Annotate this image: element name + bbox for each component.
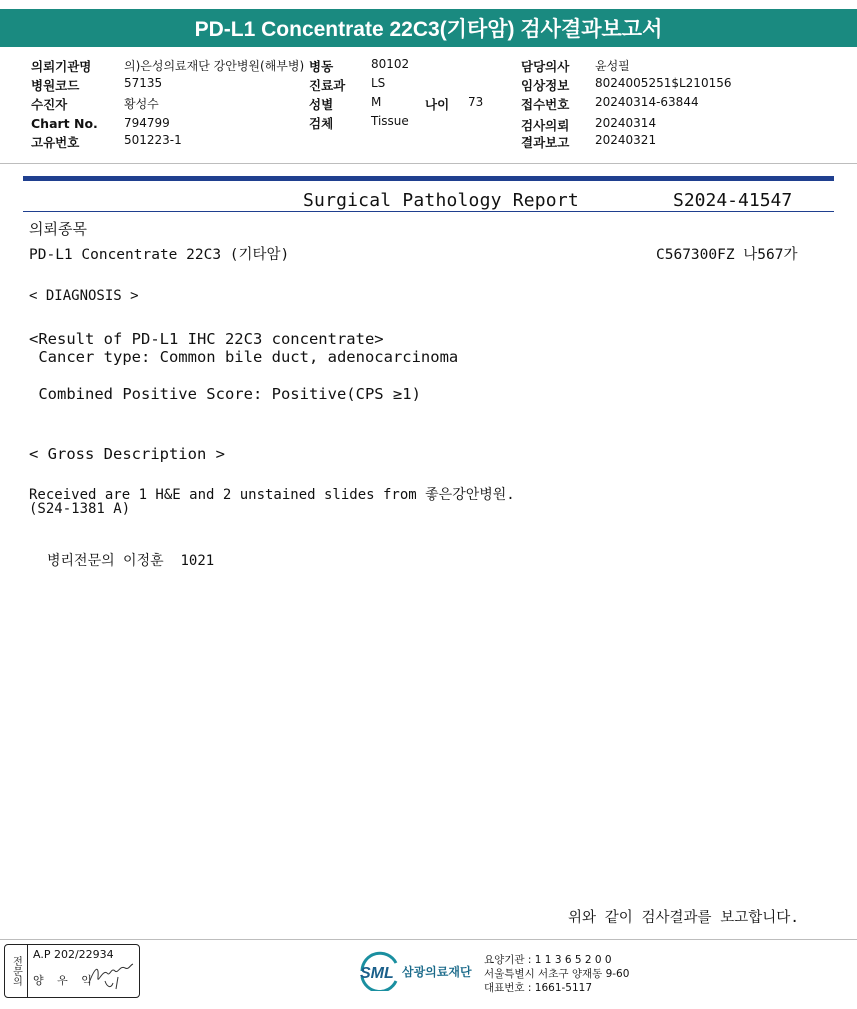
closing-statement: 위와 같이 검사결과를 보고합니다. bbox=[568, 910, 800, 926]
care-institution-no: 요양기관 : 1 1 3 6 5 2 0 0 bbox=[484, 954, 612, 966]
cancer-type: Cancer type: Common bile duct, adenocarcinoma bbox=[29, 348, 459, 366]
report-number: S2024-41547 bbox=[673, 190, 793, 211]
hospital-code-label: 병원코드 bbox=[31, 78, 80, 93]
order-name: PD-L1 Concentrate 22C3 (기타암) bbox=[29, 247, 290, 263]
age-label: 나이 bbox=[425, 97, 450, 112]
age-value: 73 bbox=[468, 95, 484, 109]
chart-no-label: Chart No. bbox=[31, 116, 98, 131]
report-date-label: 결과보고 bbox=[521, 135, 570, 150]
stamp-license: A.P 202/22934 bbox=[33, 948, 114, 961]
report-date-value: 20240321 bbox=[595, 133, 657, 147]
foundation-name: 삼광의료재단 bbox=[402, 965, 472, 979]
dept-value: LS bbox=[371, 76, 386, 90]
ward-value: 80102 bbox=[371, 57, 410, 71]
gross-line-1: Received are 1 H&E and 2 unstained slides from 좋은강안병원. bbox=[29, 487, 515, 503]
sex-label: 성별 bbox=[309, 97, 334, 112]
receipt-no-label: 접수번호 bbox=[521, 97, 570, 112]
patient-value: 황성수 bbox=[124, 97, 159, 111]
request-date-value: 20240314 bbox=[595, 116, 657, 130]
report-rule-thin bbox=[23, 211, 834, 212]
doctor-value: 윤성필 bbox=[595, 59, 630, 73]
clinical-value: 8024005251$L210156 bbox=[595, 76, 732, 90]
order-code: C567300FZ 나567가 bbox=[656, 247, 798, 263]
patient-label: 수진자 bbox=[31, 97, 68, 112]
report-main-title: PD-L1 Concentrate 22C3(기타암) 검사결과보고서 bbox=[194, 18, 663, 41]
report-rule-thick bbox=[23, 176, 834, 181]
address: 서울특별시 서초구 양재동 9-60 bbox=[484, 968, 630, 980]
dept-label: 진료과 bbox=[309, 78, 346, 93]
ward-label: 병동 bbox=[309, 59, 334, 74]
combined-positive-score: Combined Positive Score: Positive(CPS ≥1) bbox=[29, 385, 421, 403]
specimen-label: 검체 bbox=[309, 116, 334, 131]
diagnosis-heading: < DIAGNOSIS > bbox=[29, 288, 139, 304]
result-heading: <Result of PD-L1 IHC 22C3 concentrate> bbox=[29, 330, 384, 348]
chart-no-value: 794799 bbox=[124, 116, 170, 130]
hospital-code-value: 57135 bbox=[124, 76, 163, 90]
specimen-value: Tissue bbox=[371, 114, 409, 128]
stamp-name: 양 우 익 bbox=[33, 974, 97, 987]
handwritten-signature bbox=[85, 959, 135, 993]
receipt-no-value: 20240314-63844 bbox=[595, 95, 699, 109]
logo-mark: SML bbox=[360, 965, 394, 982]
gross-line-2: (S24-1381 A) bbox=[29, 501, 131, 517]
stamp-side-label: 전문의 bbox=[5, 945, 28, 997]
surgical-report-title: Surgical Pathology Report bbox=[303, 190, 579, 211]
gross-heading: < Gross Description > bbox=[29, 445, 225, 463]
order-heading: 의뢰종목 bbox=[29, 220, 87, 238]
institution-value: 의)은성의료재단 강안병원(해부병) bbox=[124, 59, 305, 73]
doctor-label: 담당의사 bbox=[521, 59, 570, 74]
institution-label: 의뢰기관명 bbox=[31, 59, 92, 74]
footer-divider bbox=[0, 939, 857, 940]
header-divider bbox=[0, 163, 857, 164]
unique-no-label: 고유번호 bbox=[31, 135, 80, 150]
specialist-stamp bbox=[4, 944, 140, 998]
phone-number: 대표번호 : 1661-5117 bbox=[484, 982, 593, 994]
report-title-bar bbox=[0, 9, 857, 47]
sex-value: M bbox=[371, 95, 382, 109]
unique-no-value: 501223-1 bbox=[124, 133, 182, 147]
clinical-label: 임상정보 bbox=[521, 78, 570, 93]
pathologist-signature-line: 병리전문의 이정훈 1021 bbox=[47, 553, 215, 569]
request-date-label: 검사의뢰 bbox=[521, 118, 570, 133]
